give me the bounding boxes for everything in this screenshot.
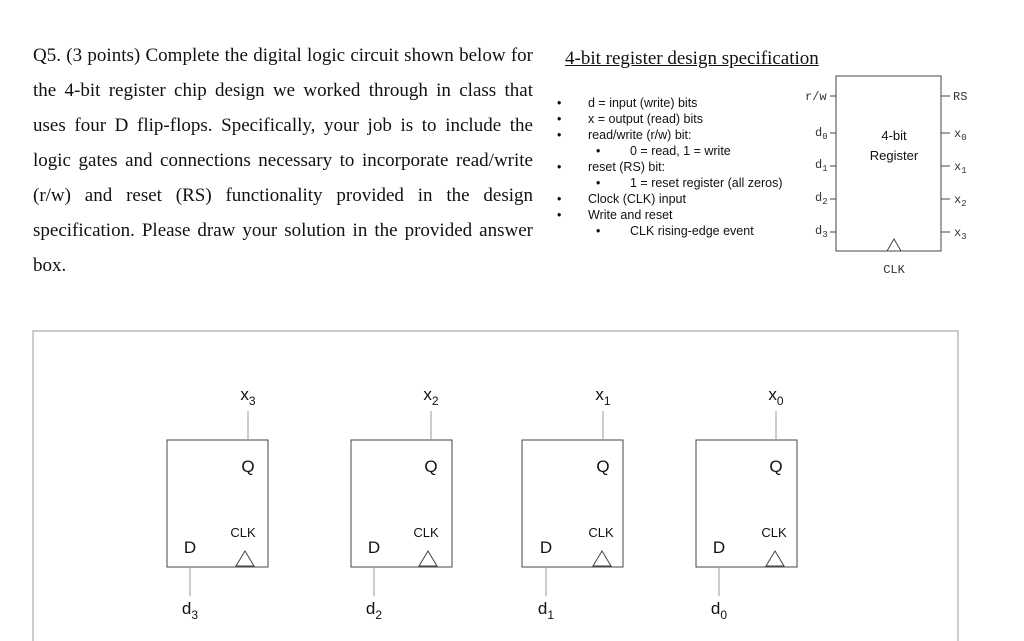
register-diagram [805,76,967,277]
bullet-icon: • [557,208,562,222]
register-output-x2: $x_2$ [954,193,967,209]
register-inputs [815,126,836,240]
bullet-icon: • [557,192,562,206]
register-input-d3: $d_3$ [815,224,828,240]
register-title-2: Register [869,148,919,163]
flip-flop-0-output-label: $x_0$ [768,385,784,408]
register-title-1: 4-bit [881,128,907,143]
register-output-x3: $x_3$ [954,226,967,242]
spec-item-text: 1 = reset register (all zeros) [630,176,783,190]
register-input-d0: $d_0$ [815,126,828,142]
spec-item-text: 0 = read, 1 = write [630,144,731,158]
spec-item-text: Clock (CLK) input [588,192,686,206]
spec-item-text: d = input (write) bits [588,96,698,110]
flip-flop-3-clk-label: CLK [230,525,256,540]
spec-item-text: read/write (r/w) bit: [588,128,692,142]
spec-title: 4-bit register design specification [565,48,819,69]
flip-flop-0-clk-label: CLK [761,525,787,540]
spec-item-text: Write and reset [588,208,673,222]
rs-label: RS [953,90,968,104]
spec-item-text: reset (RS) bit: [588,160,666,174]
flip-flop-1-output-label: $x_1$ [595,385,611,408]
spec-item-text: x = output (read) bits [588,112,703,126]
register-output-x1: $x_1$ [954,160,967,176]
flip-flop-3-input-label: $d_3$ [181,599,199,622]
flip-flop-1-input-label: $d_1$ [537,599,555,622]
flip-flop-1-q-label: Q [596,457,610,476]
bullet-icon: • [596,176,601,190]
flip-flop-3-q-label: Q [241,457,255,476]
register-output-x0: $x_0$ [954,127,967,143]
bullet-icon: • [557,128,562,142]
bullet-icon: • [557,112,562,126]
flip-flop-0-d-label: D [712,538,726,557]
flip-flop-2-d-label: D [367,538,381,557]
bullet-icon: • [557,160,562,174]
register-input-d1: $d_1$ [815,158,828,174]
register-outputs [941,127,967,242]
register-clk-label: CLK [883,263,905,277]
spec-item-text: CLK rising-edge event [630,224,754,238]
register-input-d2: $d_2$ [815,191,828,207]
flip-flop-2-output-label: $x_2$ [423,385,439,408]
bullet-icon: • [596,224,601,238]
flip-flop-2-input-label: $d_2$ [365,599,383,622]
flip-flop-1-clk-label: CLK [588,525,614,540]
question-text: Q5. (3 points) Complete the digital logic circuit shown below for the 4-bit register chip design we worked through in class that uses four D flip-flops. Specifically, your job is to include the logic gates and connections necessary to incorporate read/write (r/w) and reset (RS) functionality provided in the design specification. Please draw your solution in the provided answer box. [33,45,533,276]
flip-flop-0-input-label: $d_0$ [710,599,728,622]
flip-flop-2-q-label: Q [424,457,438,476]
flip-flop-3-d-label: D [183,538,197,557]
flip-flop-1-d-label: D [539,538,553,557]
rw-label: r/w [805,90,827,104]
register-box [836,76,941,251]
bullet-icon: • [557,96,562,110]
bullet-icon: • [596,144,601,158]
flip-flop-0-q-label: Q [769,457,783,476]
flip-flop-3-output-label: $x_3$ [240,385,256,408]
flip-flop-2-clk-label: CLK [413,525,439,540]
